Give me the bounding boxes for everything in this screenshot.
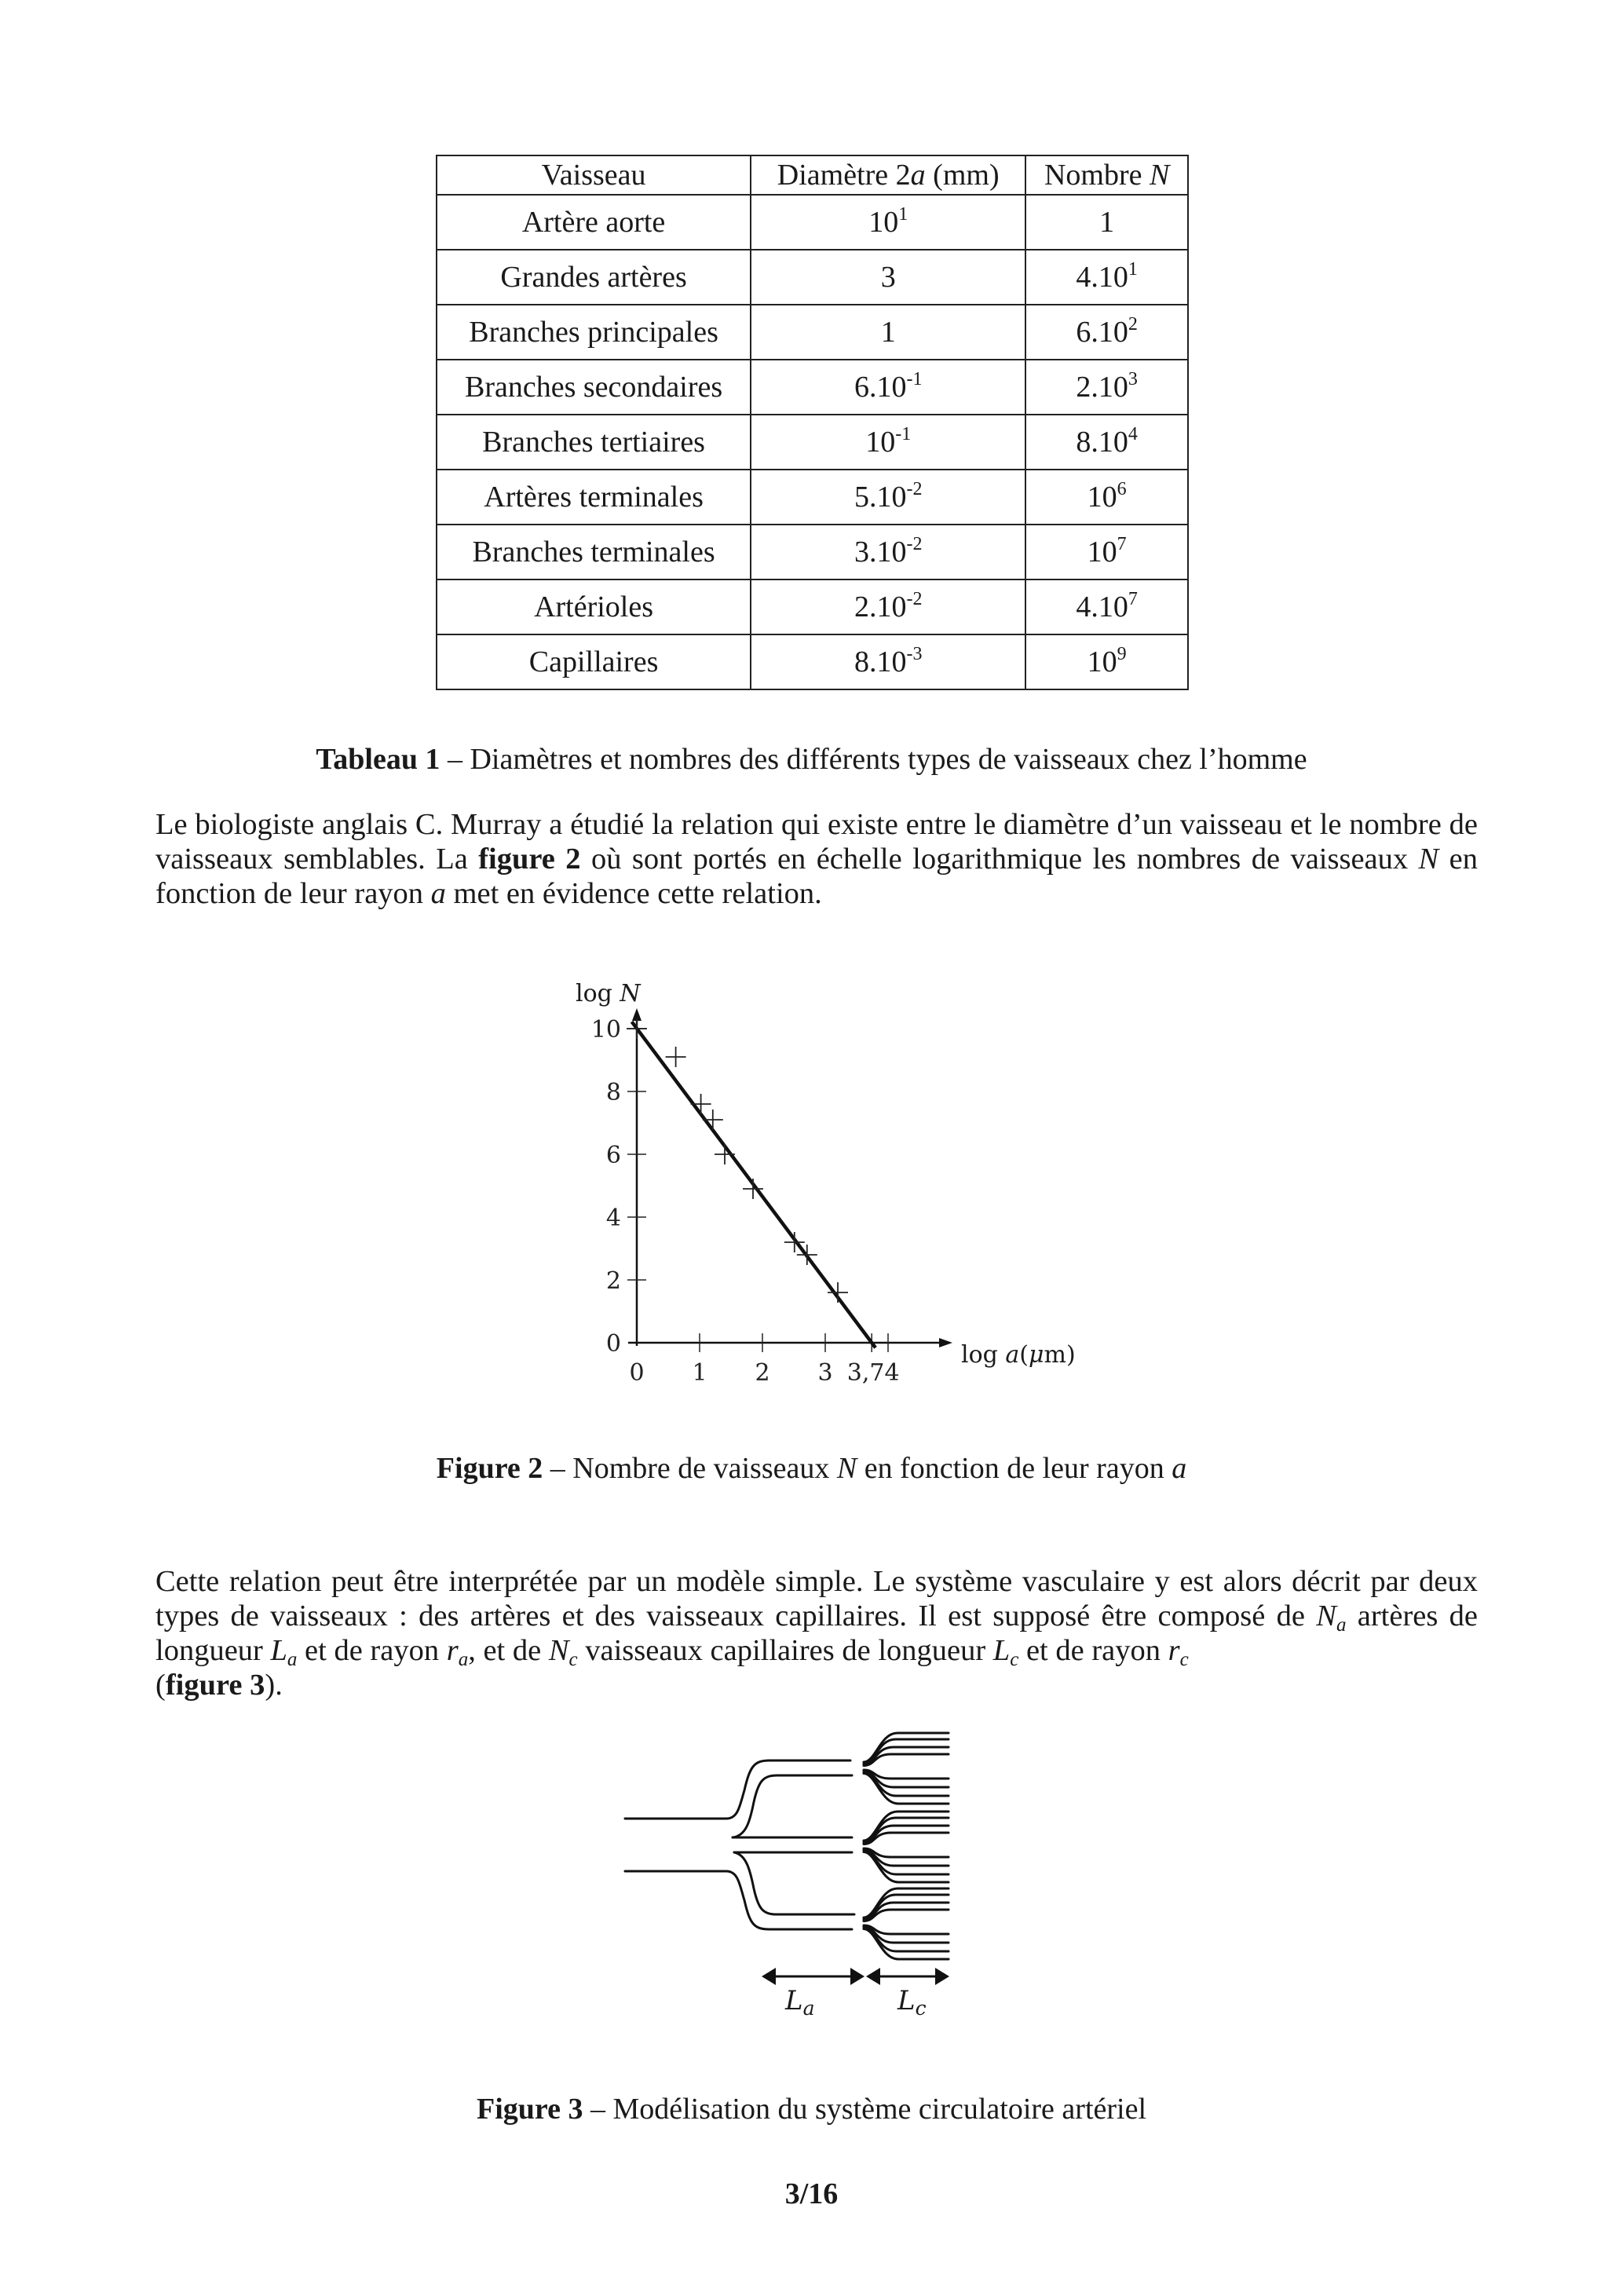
- cell-vessel: Artérioles: [437, 579, 751, 634]
- branch-lower-inner: [734, 1852, 854, 1914]
- capillary-line: [864, 1925, 949, 1934]
- cell-diameter: $2.10^{-2}$: [751, 579, 1025, 634]
- cell-vessel: Artères terminales: [437, 470, 751, 525]
- cell-diameter: $8.10^{-3}$: [751, 634, 1025, 689]
- x-tick-label: 3: [817, 1359, 833, 1387]
- cell-diameter: $5.10^{-2}$: [751, 470, 1025, 525]
- cell-number: 6.10$^2$: [1025, 305, 1188, 360]
- cell-diameter: $10^1$: [751, 195, 1025, 250]
- x-tick-label: 1: [692, 1359, 707, 1387]
- page-number: 3/16: [784, 2177, 839, 2210]
- cell-diameter: 1: [751, 305, 1025, 360]
- branch-upper-inner: [733, 1775, 852, 1837]
- table-caption: Tableau 1 – Diamètres et nombres des différents types de vaisseaux chez l’homme: [316, 743, 1307, 776]
- capillary-line: [864, 1770, 949, 1779]
- y-tick-label: 4: [605, 1205, 621, 1232]
- label-La: $L_a$: [785, 1985, 815, 2020]
- cell-vessel: Branches tertiaires: [437, 415, 751, 470]
- x-tick-label: 0: [629, 1359, 645, 1387]
- cell-vessel: Branches principales: [437, 305, 751, 360]
- cell-number: $10^9$: [1025, 634, 1188, 689]
- header-diameter: Diamètre 2a (mm): [751, 155, 1025, 195]
- capillary-line: [864, 1848, 949, 1857]
- cell-vessel: Capillaires: [437, 634, 751, 689]
- header-number: Nombre N: [1025, 155, 1188, 195]
- cell-vessel: Grandes artères: [437, 250, 751, 305]
- cell-vessel: Artère aorte: [437, 195, 751, 250]
- cell-number: 4.10$^7$: [1025, 579, 1188, 634]
- header-vessel: Vaisseau: [437, 155, 751, 195]
- x-axis-label: log a(μm): [961, 1341, 1076, 1369]
- artery-top-wall: [625, 1760, 850, 1819]
- cell-number: $10^6$: [1025, 470, 1188, 525]
- cell-number: $10^7$: [1025, 525, 1188, 579]
- x-tick-label-3-74: 3,74: [846, 1359, 900, 1387]
- cell-diameter: 3: [751, 250, 1025, 305]
- paragraph-model: Cette relation peut être interprétée par un modèle simple. Le système vasculaire y est alors décrit par deux types de vaisseaux : des artères et des vaisseaux capillaires. Il est supposé être composé de $N_a$ artères de longueur $L_a$ et de rayon $r_a$, et de $N_c$ vaisseaux capillaires de longueur $L_c$ et de rayon $r_c$ (figure 3).: [155, 1565, 1478, 1702]
- cell-vessel: Branches terminales: [437, 525, 751, 579]
- cell-diameter: $3.10^{-2}$: [751, 525, 1025, 579]
- paragraph-murray: Le biologiste anglais C. Murray a étudié la relation qui existe entre le diamètre d’un vaisseau et le nombre de vaisseaux semblables. La figure 2 où sont portés en échelle logarithmique les nombres de vaisseaux N en fonction de leur rayon a met en évidence cette relation.: [155, 808, 1478, 910]
- y-tick-label: 8: [605, 1079, 621, 1106]
- y-tick-label: 0: [605, 1330, 621, 1358]
- label-Lc: $L_c$: [897, 1985, 927, 2020]
- cell-number: 4.10$^1$: [1025, 250, 1188, 305]
- artery-bottom-wall: [625, 1871, 852, 1929]
- cell-number: 1: [1025, 195, 1188, 250]
- cell-diameter: $10^{-1}$: [751, 415, 1025, 470]
- x-tick-label: 2: [755, 1359, 770, 1387]
- y-axis-label: log N: [576, 980, 641, 1007]
- cell-diameter: $6.10^{-1}$: [751, 360, 1025, 415]
- cell-number: 2.10$^3$: [1025, 360, 1188, 415]
- cell-number: 8.10$^4$: [1025, 415, 1188, 470]
- figure-3-caption: Figure 3 – Modélisation du système circulatoire artériel: [477, 2093, 1146, 2126]
- y-tick-label: 2: [605, 1267, 621, 1295]
- y-tick-label: 6: [605, 1142, 621, 1169]
- y-tick-label: 10: [590, 1016, 621, 1044]
- figure-2-caption: Figure 2 – Nombre de vaisseaux N en fonction de leur rayon a: [436, 1452, 1187, 1485]
- cell-vessel: Branches secondaires: [437, 360, 751, 415]
